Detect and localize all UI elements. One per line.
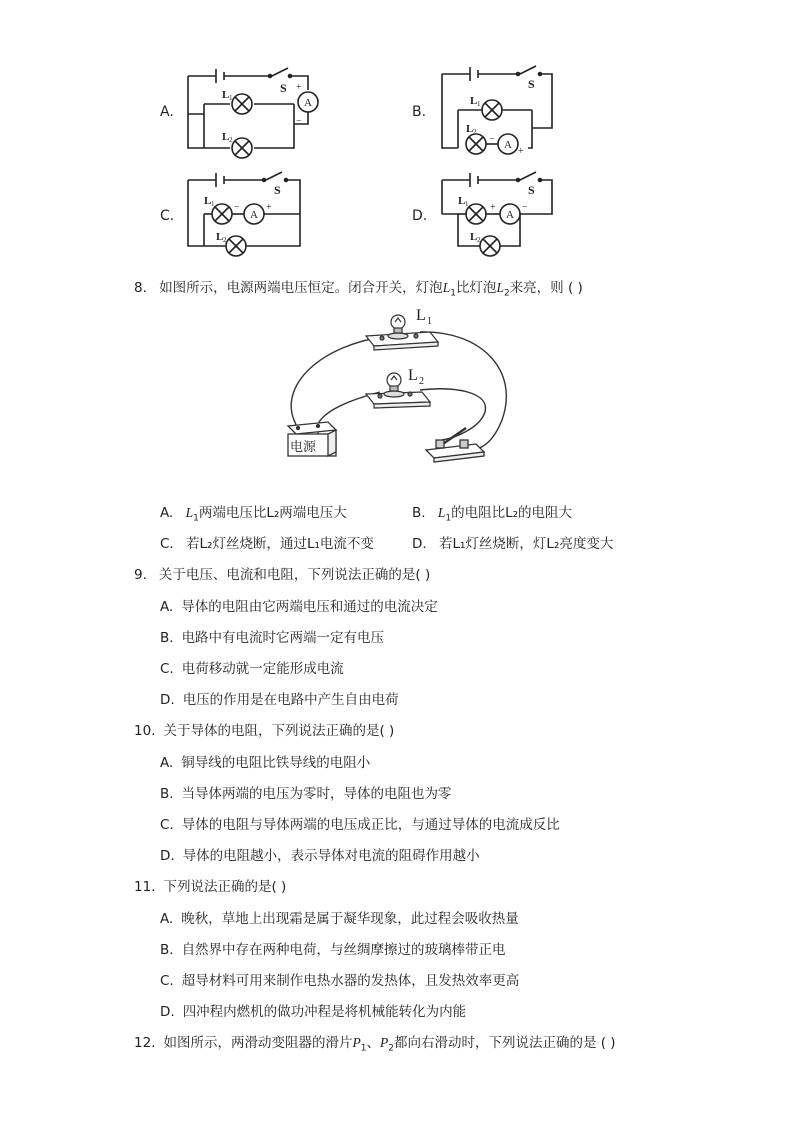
svg-text:L: L xyxy=(458,195,466,207)
svg-text:L: L xyxy=(222,89,230,101)
svg-text:S: S xyxy=(280,81,287,95)
svg-text:L: L xyxy=(470,231,478,243)
svg-text:−: − xyxy=(296,116,302,127)
q9-option-a[interactable]: A. 导体的电阻由它两端电压和通过的电流决定 xyxy=(160,599,438,615)
switch xyxy=(426,428,484,462)
q12-stem: 12. 如图所示，两滑动变阻器的滑片$P_1$、$P_2$都向右滑动时，下列说法正确的是 ( ) xyxy=(134,1035,616,1054)
svg-text:L: L xyxy=(204,195,212,207)
q9-option-b[interactable]: B. 电路中有电流时它两端一定有电压 xyxy=(160,630,385,646)
svg-text:A: A xyxy=(504,139,512,151)
svg-text:2: 2 xyxy=(473,128,477,136)
svg-text:S: S xyxy=(528,77,535,91)
q9-option-c[interactable]: C. 电荷移动就一定能形成电流 xyxy=(160,661,344,677)
svg-text:L: L xyxy=(216,231,224,243)
q7-circuit-a-diagram xyxy=(182,64,324,160)
svg-text:1: 1 xyxy=(229,94,233,102)
q10-option-d[interactable]: D. 导体的电阻越小，表示导体对电流的阻碍作用越小 xyxy=(160,848,480,864)
svg-text:A: A xyxy=(250,209,258,221)
svg-text:2: 2 xyxy=(229,136,233,144)
svg-text:−: − xyxy=(234,202,240,213)
q7-option-a-letter[interactable]: A. xyxy=(160,104,174,120)
q8-number: 8. xyxy=(134,280,147,296)
svg-text:A: A xyxy=(506,209,514,221)
q11-option-d[interactable]: D. 四冲程内燃机的做功冲程是将机械能转化为内能 xyxy=(160,1004,467,1020)
q10-number: 10. xyxy=(134,723,156,739)
q10-stem: 10. 关于导体的电阻，下列说法正确的是( ) xyxy=(134,723,395,739)
q9-number: 9. xyxy=(134,567,147,583)
svg-text:L: L xyxy=(470,95,478,107)
q11-option-c[interactable]: C. 超导材料可用来制作电热水器的发热体，且发热效率更高 xyxy=(160,973,520,989)
q11-option-b[interactable]: B. 自然界中存在两种电荷，与丝绸摩擦过的玻璃棒带正电 xyxy=(160,942,506,958)
svg-text:1: 1 xyxy=(427,316,432,327)
q8-stem: 8. 如图所示，电源两端电压恒定。闭合开关，灯泡$L_1$比灯泡$L_2$来亮，则 ( ) xyxy=(134,280,583,299)
svg-text:−: − xyxy=(489,134,495,145)
q7-option-c-letter[interactable]: C. xyxy=(160,208,175,224)
q8-option-d[interactable]: D. 若L₁灯丝烧断，灯L₂亮度变大 xyxy=(412,536,614,552)
svg-text:1: 1 xyxy=(477,100,481,108)
q8-figure-power-label: 电源 xyxy=(290,439,317,454)
svg-text:+: + xyxy=(490,202,496,213)
q7-option-d-letter[interactable]: D. xyxy=(412,208,428,224)
q9-stem: 9. 关于电压、电流和电阻，下列说法正确的是( ) xyxy=(134,567,431,583)
q10-option-a[interactable]: A. 铜导线的电阻比铁导线的电阻小 xyxy=(160,755,371,771)
ammeter-a-glyph: A xyxy=(304,97,312,109)
q7-circuit-b-diagram xyxy=(436,64,560,160)
q7-option-b-letter[interactable]: B. xyxy=(412,104,427,120)
q8-circuit-figure xyxy=(280,300,520,470)
svg-text:+: + xyxy=(296,82,302,93)
svg-text:1: 1 xyxy=(465,200,469,208)
q11-number: 11. xyxy=(134,879,156,895)
q8-figure-l2-label: L xyxy=(408,367,418,384)
q10-option-b[interactable]: B. 当导体两端的电压为零时，导体的电阻也为零 xyxy=(160,786,452,802)
svg-text:2: 2 xyxy=(223,236,227,244)
q12-number: 12. xyxy=(134,1035,156,1051)
svg-text:S: S xyxy=(528,183,535,197)
svg-text:+: + xyxy=(266,202,272,213)
q11-option-a[interactable]: A. 晚秋，草地上出现霜是属于凝华现象，此过程会吸收热量 xyxy=(160,911,519,927)
q9-option-d[interactable]: D. 电压的作用是在电路中产生自由电荷 xyxy=(160,692,399,708)
svg-text:L: L xyxy=(222,131,230,143)
q10-option-c[interactable]: C. 导体的电阻与导体两端的电压成正比，与通过导体的电流成反比 xyxy=(160,817,560,833)
svg-text:2: 2 xyxy=(419,376,424,387)
svg-text:+: + xyxy=(518,146,524,157)
q7-circuit-d-diagram xyxy=(436,168,560,260)
q8-option-a[interactable]: A. $L_1$两端电压比L₂两端电压大 xyxy=(160,505,347,524)
svg-text:2: 2 xyxy=(477,236,481,244)
q7-circuit-c-diagram xyxy=(182,168,306,260)
q11-stem: 11. 下列说法正确的是( ) xyxy=(134,879,287,895)
svg-text:S: S xyxy=(274,183,281,197)
svg-text:1: 1 xyxy=(211,200,215,208)
q8-option-c[interactable]: C. 若L₂灯丝烧断，通过L₁电流不变 xyxy=(160,536,374,552)
svg-text:L: L xyxy=(466,123,474,135)
svg-text:−: − xyxy=(522,202,528,213)
q8-option-b[interactable]: B. $L_1$的电阻比L₂的电阻大 xyxy=(412,505,573,524)
q8-figure-l1-label: L xyxy=(416,307,426,324)
